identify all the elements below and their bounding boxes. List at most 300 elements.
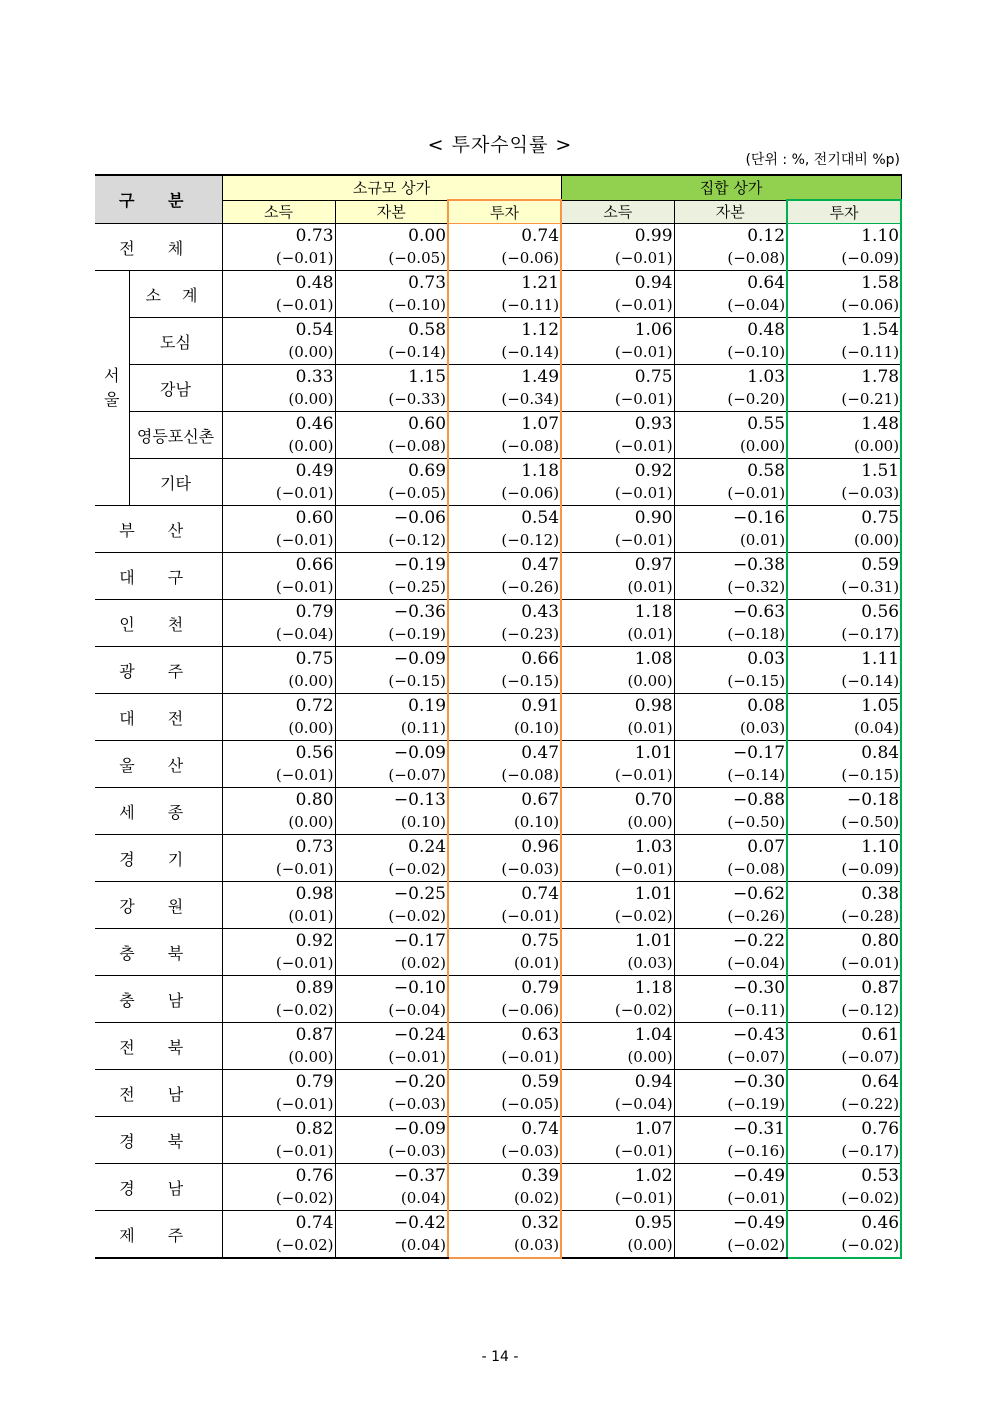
cell-value: 0.76 [861, 1119, 900, 1139]
data-cell [335, 318, 448, 365]
cell-change: (−0.50) [727, 813, 786, 831]
cell-change: (−0.02) [614, 907, 673, 925]
data-cell [222, 1164, 335, 1211]
cell-change: (0.00) [288, 1048, 334, 1066]
cell-value: 0.60 [408, 414, 447, 434]
cell-change: (−0.01) [275, 296, 334, 314]
cell-value: 0.49 [295, 461, 334, 481]
cell-change: (−0.15) [501, 672, 560, 690]
cell-change: (−0.01) [614, 1189, 673, 1207]
cell-change: (0.03) [627, 954, 673, 972]
cell-value: 0.60 [295, 508, 334, 528]
cell-value: 1.15 [408, 367, 447, 387]
cell-change: (0.00) [288, 343, 334, 361]
data-cell [448, 365, 561, 412]
cell-change: (−0.01) [614, 766, 673, 784]
cell-value: −0.18 [846, 790, 900, 810]
cell-change: (−0.08) [501, 766, 560, 784]
cell-value: −0.88 [732, 790, 786, 810]
cell-change: (−0.01) [614, 249, 673, 267]
cell-change: (−0.01) [614, 1142, 673, 1160]
cell-change: (−0.08) [727, 860, 786, 878]
cell-change: (−0.03) [388, 1142, 447, 1160]
cell-change: (−0.12) [388, 531, 447, 549]
cell-change: (−0.26) [727, 907, 786, 925]
data-cell [787, 412, 901, 459]
data-cell [335, 1070, 448, 1117]
cell-value: 0.73 [295, 837, 334, 857]
data-cell [448, 1211, 561, 1259]
cell-value: 1.03 [747, 367, 786, 387]
data-cell [222, 553, 335, 600]
cell-change: (−0.01) [614, 484, 673, 502]
cell-value: 0.75 [295, 649, 334, 669]
cell-value: 0.95 [634, 1213, 673, 1233]
cell-change: (0.11) [400, 719, 447, 737]
cell-change: (−0.14) [501, 343, 560, 361]
data-cell [787, 1070, 901, 1117]
header-aggregate-store: 집합 상가 [561, 175, 901, 200]
cell-value: 1.06 [634, 320, 673, 340]
data-cell [787, 976, 901, 1023]
cell-value: −0.30 [732, 978, 786, 998]
cell-value: 1.11 [861, 649, 900, 669]
data-cell [448, 976, 561, 1023]
data-cell [222, 600, 335, 647]
data-cell [222, 788, 335, 835]
cell-value: 1.01 [634, 884, 673, 904]
data-cell [222, 835, 335, 882]
cell-value: 0.47 [521, 743, 560, 763]
row-label: 경 기 [95, 835, 222, 882]
data-cell [222, 1070, 335, 1117]
data-cell [561, 788, 674, 835]
cell-change: (−0.04) [275, 625, 334, 643]
cell-change: (−0.01) [614, 390, 673, 408]
cell-change: (−0.19) [388, 625, 447, 643]
cell-value: 0.75 [521, 931, 560, 951]
data-cell [674, 1070, 787, 1117]
cell-value: 1.10 [861, 226, 900, 246]
data-cell [561, 741, 674, 788]
table-row [95, 365, 901, 412]
cell-value: 0.73 [408, 273, 447, 293]
cell-change: (−0.22) [841, 1095, 900, 1113]
cell-value: 1.18 [634, 978, 673, 998]
header-investment: 투자 [448, 200, 561, 224]
data-cell [787, 882, 901, 929]
cell-value: −0.31 [732, 1119, 786, 1139]
cell-value: 1.48 [861, 414, 900, 434]
data-cell [448, 459, 561, 506]
cell-value: 0.79 [295, 1072, 334, 1092]
cell-value: 0.48 [295, 273, 334, 293]
data-cell [787, 1164, 901, 1211]
data-cell [674, 271, 787, 318]
cell-change: (−0.16) [727, 1142, 786, 1160]
data-cell [335, 224, 448, 271]
data-cell [335, 1164, 448, 1211]
cell-change: (0.04) [853, 719, 900, 737]
cell-value: 1.08 [634, 649, 673, 669]
cell-value: 0.54 [295, 320, 334, 340]
cell-change: (−0.15) [727, 672, 786, 690]
cell-value: 0.82 [295, 1119, 334, 1139]
data-cell [222, 1117, 335, 1164]
data-cell [222, 1211, 335, 1259]
cell-value: 0.79 [295, 602, 334, 622]
row-label: 경 남 [95, 1164, 222, 1211]
table-row [95, 788, 901, 835]
data-cell [787, 318, 901, 365]
data-cell [448, 1117, 561, 1164]
data-cell [674, 600, 787, 647]
data-cell [222, 1023, 335, 1070]
data-cell [674, 224, 787, 271]
cell-change: (−0.02) [388, 907, 447, 925]
cell-change: (−0.14) [841, 672, 900, 690]
cell-change: (−0.11) [841, 343, 900, 361]
cell-value: 0.74 [521, 884, 560, 904]
cell-change: (0.00) [853, 437, 900, 455]
cell-change: (−0.01) [614, 437, 673, 455]
cell-value: 0.73 [295, 226, 334, 246]
cell-change: (−0.01) [841, 954, 900, 972]
table-row [95, 694, 901, 741]
cell-value: 1.03 [634, 837, 673, 857]
cell-value: 0.97 [634, 555, 673, 575]
cell-change: (0.00) [739, 437, 786, 455]
cell-change: (−0.01) [275, 578, 334, 596]
cell-change: (−0.02) [614, 1001, 673, 1019]
data-cell [674, 694, 787, 741]
data-cell [335, 647, 448, 694]
cell-change: (0.00) [627, 672, 673, 690]
cell-change: (−0.10) [388, 296, 447, 314]
cell-value: 0.70 [634, 790, 673, 810]
cell-change: (−0.01) [275, 1142, 334, 1160]
cell-change: (−0.02) [275, 1189, 334, 1207]
data-cell [448, 694, 561, 741]
cell-value: 1.54 [861, 320, 900, 340]
table-row [95, 1117, 901, 1164]
data-cell [561, 1023, 674, 1070]
data-cell [674, 1164, 787, 1211]
cell-value: −0.09 [393, 1119, 447, 1139]
data-cell [335, 1211, 448, 1259]
cell-value: 0.03 [747, 649, 786, 669]
data-cell [674, 788, 787, 835]
data-cell [561, 365, 674, 412]
cell-change: (−0.28) [841, 907, 900, 925]
data-cell [448, 741, 561, 788]
data-cell [561, 459, 674, 506]
data-cell [448, 412, 561, 459]
data-cell [222, 224, 335, 271]
header-small-store: 소규모 상가 [222, 175, 561, 200]
data-cell [335, 459, 448, 506]
data-cell [448, 647, 561, 694]
cell-change: (0.00) [288, 813, 334, 831]
cell-value: −0.36 [393, 602, 447, 622]
data-cell [674, 365, 787, 412]
data-cell [787, 271, 901, 318]
cell-value: 0.24 [408, 837, 447, 857]
row-label: 세 종 [95, 788, 222, 835]
table-row [95, 976, 901, 1023]
cell-value: 0.63 [521, 1025, 560, 1045]
investment-return-table [95, 174, 902, 1259]
data-cell [335, 882, 448, 929]
data-cell [561, 318, 674, 365]
cell-value: 0.43 [521, 602, 560, 622]
data-cell [674, 1211, 787, 1259]
table-row [95, 412, 901, 459]
cell-value: −0.22 [732, 931, 786, 951]
row-label: 강남 [129, 365, 222, 412]
cell-change: (−0.11) [501, 296, 560, 314]
cell-value: 0.92 [634, 461, 673, 481]
data-cell [787, 647, 901, 694]
row-label: 전 체 [95, 224, 222, 271]
cell-change: (−0.33) [388, 390, 447, 408]
cell-change: (0.00) [853, 531, 900, 549]
cell-change: (0.01) [288, 907, 334, 925]
cell-value: 0.84 [861, 743, 900, 763]
cell-change: (−0.10) [727, 343, 786, 361]
cell-change: (0.01) [627, 625, 673, 643]
cell-change: (−0.09) [841, 860, 900, 878]
cell-value: 0.75 [861, 508, 900, 528]
cell-value: 0.92 [295, 931, 334, 951]
cell-value: −0.30 [732, 1072, 786, 1092]
cell-value: −0.10 [393, 978, 447, 998]
cell-change: (−0.15) [841, 766, 900, 784]
cell-change: (0.00) [288, 719, 334, 737]
cell-change: (−0.04) [727, 954, 786, 972]
cell-change: (0.02) [400, 954, 447, 972]
cell-change: (−0.14) [727, 766, 786, 784]
data-cell [787, 224, 901, 271]
cell-change: (−0.03) [501, 860, 560, 878]
data-cell [448, 1164, 561, 1211]
cell-value: −0.17 [393, 931, 447, 951]
header-gubun: 구 분 [95, 175, 222, 224]
cell-change: (−0.01) [275, 766, 334, 784]
cell-value: −0.20 [393, 1072, 447, 1092]
table-row [95, 1164, 901, 1211]
table-row [95, 882, 901, 929]
data-cell [787, 788, 901, 835]
cell-value: 0.67 [521, 790, 560, 810]
cell-value: −0.09 [393, 743, 447, 763]
cell-value: −0.09 [393, 649, 447, 669]
table-row [95, 600, 901, 647]
cell-value: 1.51 [861, 461, 900, 481]
row-label: 충 북 [95, 929, 222, 976]
data-cell [674, 1023, 787, 1070]
data-cell [448, 929, 561, 976]
table-row [95, 224, 901, 271]
cell-change: (−0.02) [275, 1001, 334, 1019]
cell-change: (−0.03) [388, 1095, 447, 1113]
data-cell [335, 741, 448, 788]
cell-value: 0.80 [295, 790, 334, 810]
cell-value: 0.66 [295, 555, 334, 575]
cell-change: (−0.05) [388, 484, 447, 502]
cell-value: −0.62 [732, 884, 786, 904]
cell-change: (0.10) [513, 719, 560, 737]
cell-change: (−0.05) [388, 249, 447, 267]
cell-value: 0.07 [747, 837, 786, 857]
table-row [95, 647, 901, 694]
data-cell [787, 1117, 901, 1164]
cell-change: (−0.07) [388, 766, 447, 784]
header-income: 소득 [222, 200, 335, 224]
data-cell [448, 600, 561, 647]
cell-value: 0.47 [521, 555, 560, 575]
table-row [95, 1211, 901, 1259]
cell-value: 0.59 [861, 555, 900, 575]
cell-value: 1.10 [861, 837, 900, 857]
data-cell [787, 741, 901, 788]
data-cell [787, 1211, 901, 1259]
data-cell [561, 600, 674, 647]
cell-value: 0.74 [295, 1213, 334, 1233]
row-label: 기타 [129, 459, 222, 506]
cell-change: (−0.02) [841, 1189, 900, 1207]
row-label: 충 남 [95, 976, 222, 1023]
data-cell [561, 976, 674, 1023]
data-cell [222, 459, 335, 506]
data-cell [561, 553, 674, 600]
cell-value: 1.01 [634, 931, 673, 951]
row-label: 광 주 [95, 647, 222, 694]
cell-value: 0.99 [634, 226, 673, 246]
cell-change: (0.00) [288, 672, 334, 690]
row-label: 경 북 [95, 1117, 222, 1164]
cell-change: (−0.19) [727, 1095, 786, 1113]
data-cell [561, 1117, 674, 1164]
data-cell [787, 459, 901, 506]
cell-value: 0.94 [634, 273, 673, 293]
cell-value: −0.25 [393, 884, 447, 904]
cell-change: (−0.34) [501, 390, 560, 408]
data-cell [335, 600, 448, 647]
cell-value: 0.66 [521, 649, 560, 669]
cell-change: (−0.50) [841, 813, 900, 831]
cell-value: 0.12 [747, 226, 786, 246]
cell-change: (−0.14) [388, 343, 447, 361]
cell-value: 1.18 [521, 461, 560, 481]
table-row [95, 1070, 901, 1117]
data-cell [561, 412, 674, 459]
data-cell [674, 976, 787, 1023]
cell-value: 0.38 [861, 884, 900, 904]
cell-change: (−0.12) [501, 531, 560, 549]
cell-change: (−0.01) [275, 249, 334, 267]
data-cell [561, 224, 674, 271]
data-cell [561, 506, 674, 553]
table-row [95, 1023, 901, 1070]
cell-value: 0.46 [295, 414, 334, 434]
table-row [95, 553, 901, 600]
cell-value: 0.55 [747, 414, 786, 434]
cell-value: 0.58 [408, 320, 447, 340]
data-cell [222, 318, 335, 365]
cell-change: (−0.03) [501, 1142, 560, 1160]
data-cell [222, 506, 335, 553]
cell-change: (−0.06) [501, 484, 560, 502]
cell-change: (0.00) [288, 437, 334, 455]
cell-change: (−0.02) [727, 1236, 786, 1254]
data-cell [787, 694, 901, 741]
cell-value: −0.24 [393, 1025, 447, 1045]
table-row [95, 835, 901, 882]
data-cell [222, 929, 335, 976]
cell-change: (−0.01) [275, 484, 334, 502]
data-cell [335, 694, 448, 741]
cell-value: 1.21 [521, 273, 560, 293]
data-cell [674, 647, 787, 694]
data-cell [222, 412, 335, 459]
cell-value: 0.56 [861, 602, 900, 622]
cell-value: 1.07 [634, 1119, 673, 1139]
data-cell [335, 835, 448, 882]
cell-change: (−0.04) [614, 1095, 673, 1113]
cell-value: 1.18 [634, 602, 673, 622]
data-cell [448, 271, 561, 318]
cell-value: 0.93 [634, 414, 673, 434]
cell-change: (0.01) [627, 578, 673, 596]
row-label: 제 주 [95, 1211, 222, 1259]
data-cell [674, 1117, 787, 1164]
cell-value: −0.16 [732, 508, 786, 528]
cell-value: 1.05 [861, 696, 900, 716]
data-cell [787, 1023, 901, 1070]
data-cell [561, 1164, 674, 1211]
cell-change: (−0.31) [841, 578, 900, 596]
cell-value: 1.02 [634, 1166, 673, 1186]
header-capital: 자본 [335, 200, 448, 224]
cell-value: 0.91 [521, 696, 560, 716]
cell-change: (−0.21) [841, 390, 900, 408]
cell-change: (0.00) [627, 813, 673, 831]
cell-change: (−0.08) [501, 437, 560, 455]
table-row [95, 271, 901, 318]
data-cell [335, 506, 448, 553]
cell-change: (0.10) [513, 813, 560, 831]
cell-value: 0.89 [295, 978, 334, 998]
cell-value: 0.32 [521, 1213, 560, 1233]
cell-value: −0.63 [732, 602, 786, 622]
cell-change: (−0.05) [501, 1095, 560, 1113]
data-cell [674, 553, 787, 600]
cell-change: (−0.26) [501, 578, 560, 596]
cell-value: 0.96 [521, 837, 560, 857]
cell-change: (−0.23) [501, 625, 560, 643]
row-label: 도심 [129, 318, 222, 365]
data-cell [448, 506, 561, 553]
cell-change: (−0.01) [614, 296, 673, 314]
header-capital: 자본 [674, 200, 787, 224]
data-cell [674, 741, 787, 788]
data-cell [561, 882, 674, 929]
cell-value: 1.07 [521, 414, 560, 434]
cell-value: −0.17 [732, 743, 786, 763]
cell-change: (−0.25) [388, 578, 447, 596]
cell-change: (−0.06) [501, 249, 560, 267]
